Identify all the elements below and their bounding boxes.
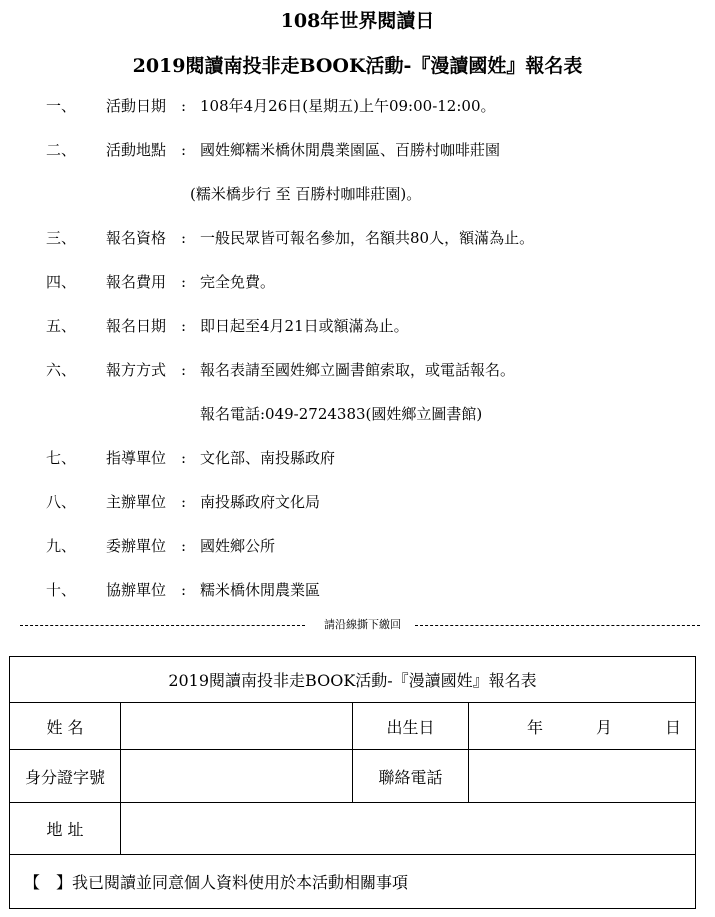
item-value: 報名表請至國姓鄉立圖書館索取，或電話報名。 [200, 361, 516, 379]
item-value: 一般民眾皆可報名參加，名額共80人，額滿為止。 [200, 229, 535, 247]
item-value: 完全免費。 [200, 273, 276, 291]
list-item-registration-date [0, 316, 715, 360]
item-number: 七、 [46, 449, 77, 467]
item-colon: : [181, 537, 187, 555]
phone-field[interactable] [469, 750, 696, 803]
item-colon: : [181, 449, 187, 467]
tear-off-text: 請沿線撕下繳回 [324, 618, 401, 631]
list-item-organizer [0, 492, 715, 536]
item-number: 二、 [46, 141, 77, 159]
event-info-list [0, 96, 715, 624]
item-colon: : [181, 317, 187, 335]
page-title: 108年世界閱讀日 [280, 10, 435, 32]
address-label: 地 址 [10, 803, 121, 855]
consent-checkbox[interactable]: 【 】 [24, 873, 73, 892]
phone-label: 聯絡電話 [353, 750, 469, 803]
list-item-eligibility [0, 228, 715, 272]
registration-form [9, 656, 696, 909]
item-value-continued: (糯米橋步行 至 百勝村咖啡莊園)。 [190, 185, 422, 203]
address-field[interactable] [121, 803, 696, 855]
consent-text: 我已閱讀並同意個人資料使用於本活動相關事項 [72, 873, 409, 892]
list-item-supervisor [0, 448, 715, 492]
item-number: 九、 [46, 537, 77, 555]
form-title: 2019閱讀南投非走BOOK活動-『漫讀國姓』報名表 [10, 657, 696, 703]
list-item-registration-method [0, 360, 715, 404]
item-value: 國姓鄉糯米橋休閒農業園區、百勝村咖啡莊園 [200, 141, 501, 159]
item-label: 報名費用 [106, 273, 167, 291]
item-label: 主辦單位 [106, 493, 167, 511]
name-field[interactable] [121, 703, 353, 750]
item-number: 四、 [46, 273, 77, 291]
birth-month-label: 月 [595, 717, 612, 737]
item-colon: : [181, 361, 187, 379]
id-number-label: 身分證字號 [10, 750, 121, 803]
item-label: 活動日期 [106, 97, 167, 115]
item-colon: : [181, 229, 187, 247]
item-label: 報名資格 [106, 229, 167, 247]
item-colon: : [181, 97, 187, 115]
dashed-line-right [415, 625, 700, 626]
item-label: 協辦單位 [106, 581, 167, 599]
item-number: 六、 [46, 361, 77, 379]
list-item-registration-phone [0, 404, 715, 448]
id-number-field[interactable] [121, 750, 353, 803]
item-value: 108年4月26日(星期五)上午09:00-12:00。 [200, 97, 496, 115]
item-label: 活動地點 [106, 141, 167, 159]
item-label: 報名日期 [106, 317, 167, 335]
item-value: 即日起至4月21日或額滿為止。 [200, 317, 409, 335]
list-item-fee [0, 272, 715, 316]
list-item-contractor [0, 536, 715, 580]
item-value: 文化部、南投縣政府 [200, 449, 336, 467]
item-number: 五、 [46, 317, 77, 335]
item-value: 南投縣政府文化局 [200, 493, 321, 511]
item-value-continued: 報名電話:049-2724383(國姓鄉立圖書館) [200, 405, 483, 423]
page-subtitle: 2019閱讀南投非走BOOK活動-『漫讀國姓』報名表 [132, 55, 583, 77]
birth-day-label: 日 [664, 717, 681, 737]
item-label: 報方方式 [106, 361, 167, 379]
list-item-date [0, 96, 715, 140]
dashed-line-left [20, 625, 305, 626]
item-colon: : [181, 493, 187, 511]
birth-year-label: 年 [527, 717, 544, 737]
birthdate-label: 出生日 [353, 703, 469, 750]
item-value: 國姓鄉公所 [200, 537, 276, 555]
list-item-location [0, 140, 715, 184]
consent-row [10, 855, 696, 909]
name-label: 姓 名 [10, 703, 121, 750]
item-number: 十、 [46, 581, 77, 599]
item-number: 一、 [46, 97, 77, 115]
item-value: 糯米橋休閒農業區 [200, 581, 321, 599]
item-colon: : [181, 273, 187, 291]
item-label: 委辦單位 [106, 537, 167, 555]
item-label: 指導單位 [106, 449, 167, 467]
tear-off-separator [20, 618, 700, 632]
item-colon: : [181, 581, 187, 599]
list-item-location-continued [0, 184, 715, 228]
item-colon: : [181, 141, 187, 159]
item-number: 三、 [46, 229, 77, 247]
item-number: 八、 [46, 493, 77, 511]
birthdate-field[interactable] [469, 703, 696, 750]
